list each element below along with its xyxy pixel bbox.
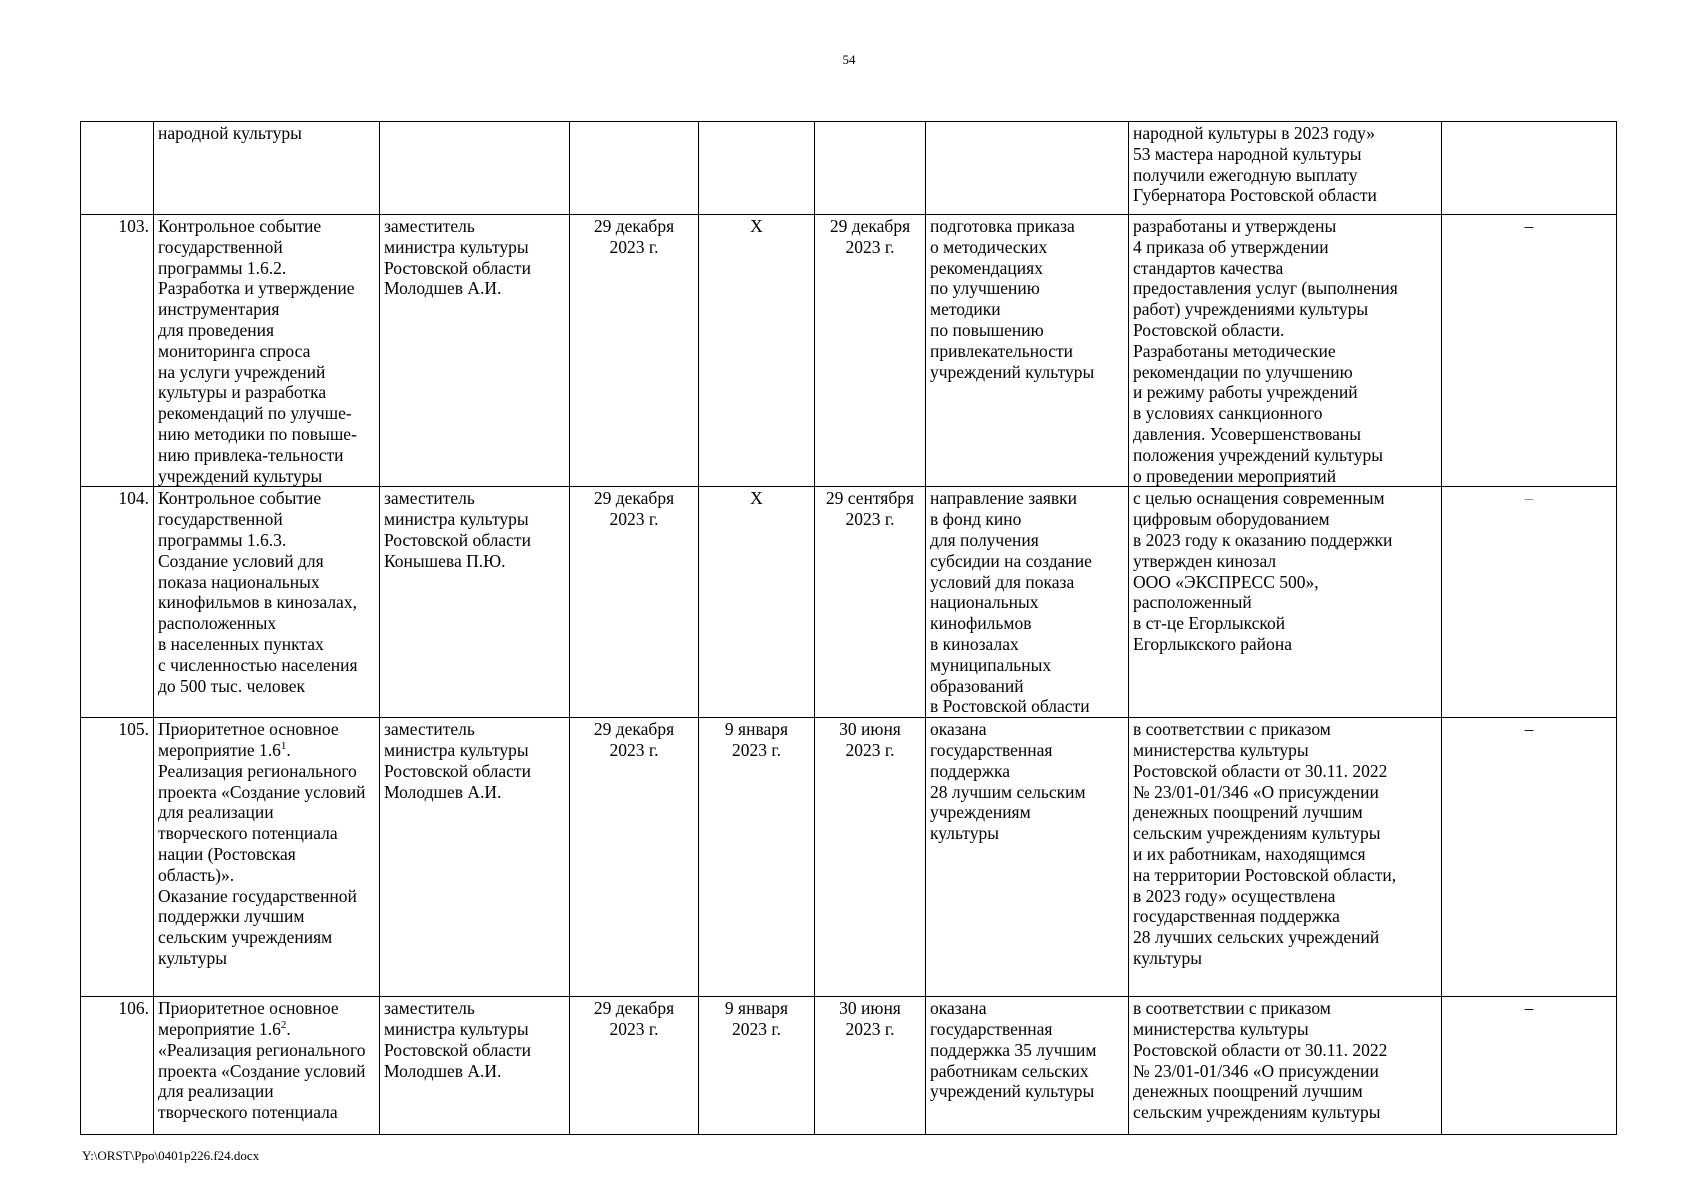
- row-number: 103.: [81, 215, 154, 487]
- report-table: [80, 121, 1617, 1135]
- table-row: [81, 215, 1617, 487]
- start-date: 9 января 2023 г.: [699, 718, 815, 997]
- note: –: [1442, 997, 1617, 1135]
- plan-date: 29 декабря 2023 г.: [570, 487, 699, 718]
- event-name: Контрольное событие государственной программы 1.6.3. Создание условий для показа национальных кинофильмов в кинозалах, расположенных в населенных пунктах с численностью населения до 500 тыс. человек: [154, 487, 380, 718]
- actual-result: с целью оснащения современным цифровым оборудованием в 2023 году к оказанию поддержки утвержден кинозал ООО «ЭКСПРЕСС 500», расположенный в ст-це Егорлыкской Егорлыкского района: [1129, 487, 1442, 718]
- event-name: [154, 997, 380, 1135]
- row-number: 104.: [81, 487, 154, 718]
- responsible-person: [380, 122, 570, 215]
- note: –: [1442, 215, 1617, 487]
- fact-date: 30 июня 2023 г.: [815, 718, 926, 997]
- note: [1442, 122, 1617, 215]
- responsible-person: заместитель министра культуры Ростовской области Молодшев А.И.: [380, 718, 570, 997]
- superscript: 2: [280, 1018, 287, 1031]
- event-name-text: . Реализация регионального проекта «Создание условий для реализации творческого потенциала нации (Ростовская область)». Оказание государственной поддержки лучшим сельским учреждениям культуры: [158, 739, 366, 968]
- actual-result: разработаны и утверждены 4 приказа об утверждении стандартов качества предоставления услуг (выполнения работ) учреждениями культуры Ростовской области. Разработаны методические рекомендации по улучшению и режиму работы учреждений в условиях санкционного давления. Усовершенствованы положения учреждений культуры о проведении мероприятий: [1129, 215, 1442, 487]
- start-date: 9 января 2023 г.: [699, 997, 815, 1135]
- event-name-text: Приоритетное основное мероприятие 1.6: [158, 719, 339, 760]
- row-number: 106.: [81, 997, 154, 1135]
- page-number: 54: [842, 52, 856, 67]
- planned-result: оказана государственная поддержка 35 лучшим работникам сельских учреждений культуры: [926, 997, 1129, 1135]
- table-row: [81, 718, 1617, 997]
- responsible-person: заместитель министра культуры Ростовской области Конышева П.Ю.: [380, 487, 570, 718]
- event-name-text: Приоритетное основное мероприятие 1.6: [158, 998, 339, 1039]
- event-name-text: . «Реализация регионального проекта «Создание условий для реализации творческого потенциала: [158, 1018, 366, 1123]
- event-name: [154, 718, 380, 997]
- planned-result: оказана государственная поддержка 28 лучшим сельским учреждениям культуры: [926, 718, 1129, 997]
- actual-result: в соответствии с приказом министерства культуры Ростовской области от 30.11. 2022 № 23/01-01/346 «О присуждении денежных поощрений лучшим сельским учреждениям культуры: [1129, 997, 1442, 1135]
- plan-date: 29 декабря 2023 г.: [570, 997, 699, 1135]
- fact-date: 29 сентября 2023 г.: [815, 487, 926, 718]
- planned-result: направление заявки в фонд кино для получения субсидии на создание условий для показа национальных кинофильмов в кинозалах муниципальных образований в Ростовской области: [926, 487, 1129, 718]
- event-name: Контрольное событие государственной программы 1.6.2. Разработка и утверждение инструментария для проведения мониторинга спроса на услуги учреждений культуры и разработка рекомендаций по улучше- нию методики по повыше- нию привлека-тельности учреждений культуры: [154, 215, 380, 487]
- note: –: [1442, 718, 1617, 997]
- event-name: народной культуры: [154, 122, 380, 215]
- start-date: Х: [699, 487, 815, 718]
- fact-date: 30 июня 2023 г.: [815, 997, 926, 1135]
- responsible-person: заместитель министра культуры Ростовской области Молодшев А.И.: [380, 215, 570, 487]
- actual-result: народной культуры в 2023 году» 53 мастера народной культуры получили ежегодную выплату Губернатора Ростовской области: [1129, 122, 1442, 215]
- start-date: [699, 122, 815, 215]
- superscript: 1: [280, 739, 287, 752]
- start-date: Х: [699, 215, 815, 487]
- actual-result: в соответствии с приказом министерства культуры Ростовской области от 30.11. 2022 № 23/01-01/346 «О присуждении денежных поощрений лучшим сельским учреждениям культуры и их работникам, находящимся на территории Ростовской области, в 2023 году» осуществлена государственная поддержка 28 лучших сельских учреждений культуры: [1129, 718, 1442, 997]
- plan-date: [570, 122, 699, 215]
- table-row: [81, 122, 1617, 215]
- planned-result: [926, 122, 1129, 215]
- row-number: [81, 122, 154, 215]
- plan-date: 29 декабря 2023 г.: [570, 215, 699, 487]
- row-number: 105.: [81, 718, 154, 997]
- plan-date: 29 декабря 2023 г.: [570, 718, 699, 997]
- file-path-footer: Y:\ORST\Ppo\0401p226.f24.docx: [82, 1148, 260, 1163]
- fact-date: 29 декабря 2023 г.: [815, 215, 926, 487]
- table-row: [81, 997, 1617, 1135]
- fact-date: [815, 122, 926, 215]
- planned-result: подготовка приказа о методических рекомендациях по улучшению методики по повышению привлекательности учреждений культуры: [926, 215, 1129, 487]
- note: –: [1442, 487, 1617, 718]
- responsible-person: заместитель министра культуры Ростовской области Молодшев А.И.: [380, 997, 570, 1135]
- table-row: [81, 487, 1617, 718]
